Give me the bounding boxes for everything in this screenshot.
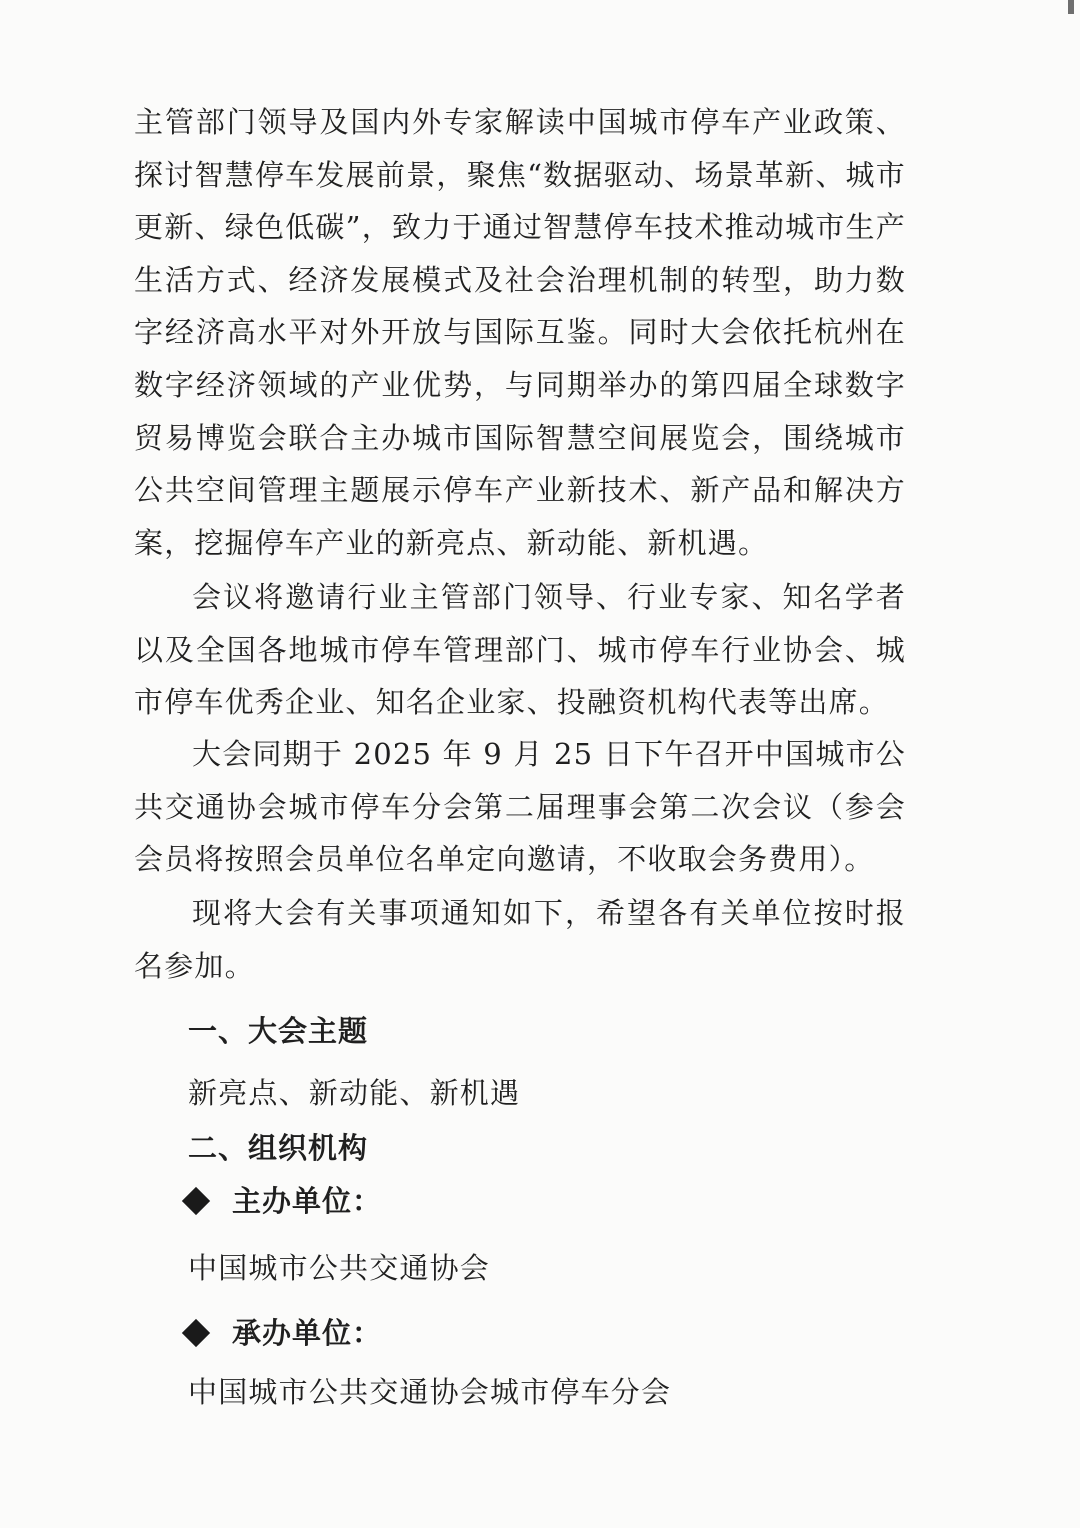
theme-text: 新亮点、新动能、新机遇	[188, 1076, 521, 1110]
body-paragraph-intro: 主管部门领导及国内外专家解读中国城市停车产业政策、探讨智慧停车发展前景，聚焦“数据驱动、场景革新、城市更新、绿色低碳”，致力于通过智慧停车技术推动城市生产生活方式、经济发展模式及社会治理机制的转型，助力数字经济高水平对外开放与国际互鉴。同时大会依托杭州在数字经济领域的产业优势，与同期举办的第四届全球数字贸易博览会联合主办城市国际智慧空间展览会，围绕城市公共空间管理主题展示停车产业新技术、新产品和解决方案，挖掘停车产业的新亮点、新动能、新机遇。	[134, 105, 906, 560]
organizer-label-row	[180, 1313, 382, 1353]
section-heading-organization: 二、组织机构	[188, 1131, 369, 1165]
host-label-row	[180, 1181, 382, 1221]
organizer-value: 中国城市公共交通协会城市停车分会	[188, 1375, 672, 1409]
section-heading-theme: 一、大会主题	[188, 1014, 369, 1048]
body-paragraph-notice: 现将大会有关事项通知如下，希望各有关单位按时报名参加。	[134, 896, 906, 983]
diamond-bullet-icon	[182, 1187, 210, 1215]
diamond-bullet-icon	[182, 1319, 210, 1347]
body-paragraph-invitees: 会议将邀请行业主管部门领导、行业专家、知名学者以及全国各地城市停车管理部门、城市停车行业协会、城市停车优秀企业、知名企业家、投融资机构代表等出席。	[134, 580, 906, 720]
host-value: 中国城市公共交通协会	[188, 1251, 491, 1285]
host-label: 主办单位：	[232, 1184, 383, 1218]
organizer-label: 承办单位：	[232, 1316, 383, 1350]
body-paragraph-council-meeting: 大会同期于 2025 年 9 月 25 日下午召开中国城市公共交通协会城市停车分会第二届理事会第二次会议（参会会员将按照会员单位名单定向邀请，不收取会务费用）。	[134, 737, 906, 877]
